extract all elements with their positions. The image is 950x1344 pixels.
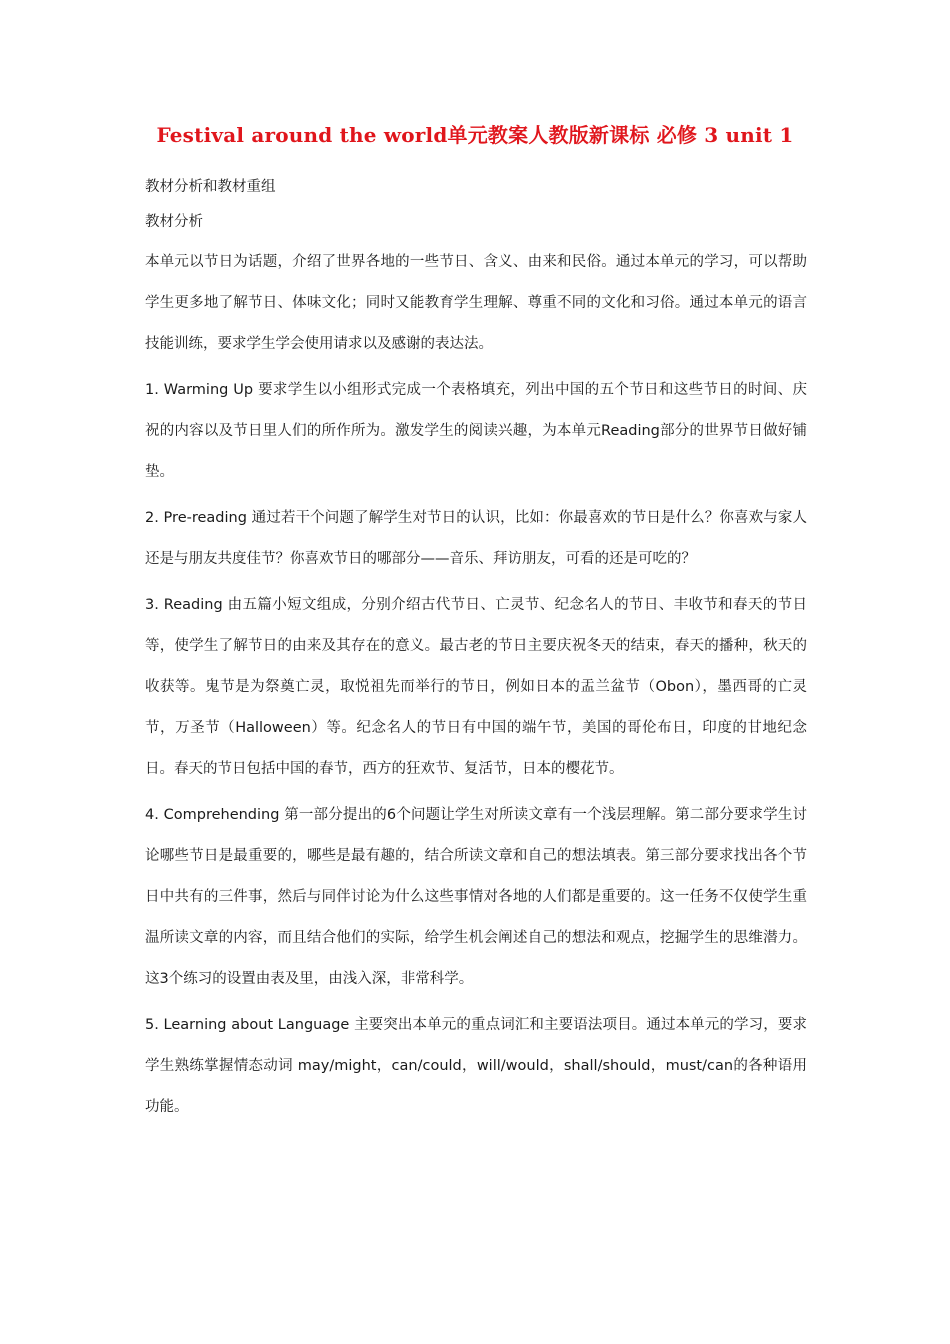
document-body bbox=[145, 172, 807, 1133]
paragraph-learning-language: 5. Learning about Language 主要突出本单元的重点词汇和主要语法项目。通过本单元的学习，要求学生熟练掌握情态动词 may/might，can/could，will/would，shall/should，must/can的各种语用功能。 bbox=[145, 1017, 807, 1115]
paragraph-warming-up: 1. Warming Up 要求学生以小组形式完成一个表格填充，列出中国的五个节日和这些节日的时间、庆祝的内容以及节日里人们的所作所为。激发学生的阅读兴趣，为本单元Reading部分的世界节日做好铺垫。 bbox=[145, 382, 807, 480]
paragraph-comprehending: 4. Comprehending 第一部分提出的6个问题让学生对所读文章有一个浅层理解。第二部分要求学生讨论哪些节日是最重要的，哪些是最有趣的，结合所读文章和自己的想法填表。第三部分要求找出各个节日中共有的三件事，然后与同伴讨论为什么这些事情对各地的人们都是重要的。这一任务不仅使学生重温所读文章的内容，而且结合他们的实际，给学生机会阐述自己的想法和观点，挖掘学生的思维潜力。这3个练习的设置由表及里，由浅入深，非常科学。 bbox=[145, 807, 807, 987]
paragraph-pre-reading: 2. Pre-reading 通过若干个问题了解学生对节日的认识，比如：你最喜欢的节日是什么？你喜欢与家人还是与朋友共度佳节？你喜欢节日的哪部分——音乐、拜访朋友，可看的还是可吃的？ bbox=[145, 510, 807, 567]
section-heading-overview: 教材分析和教材重组 bbox=[145, 179, 276, 195]
document-title: Festival around the world单元教案人教版新课标 必修 3 unit 1 bbox=[156, 123, 794, 147]
section-heading-analysis: 教材分析 bbox=[145, 214, 203, 230]
paragraph-reading: 3. Reading 由五篇小短文组成，分别介绍古代节日、亡灵节、纪念名人的节日、丰收节和春天的节日等，使学生了解节日的由来及其存在的意义。最古老的节日主要庆祝冬天的结束，春天的播种，秋天的收获等。鬼节是为祭奠亡灵，取悦祖先而举行的节日，例如日本的盂兰盆节（Obon），墨西哥的亡灵节，万圣节（Halloween）等。纪念名人的节日有中国的端午节，美国的哥伦布日，印度的甘地纪念日。春天的节日包括中国的春节，西方的狂欢节、复活节，日本的樱花节。 bbox=[145, 597, 807, 777]
paragraph-intro: 本单元以节日为话题，介绍了世界各地的一些节日、含义、由来和民俗。通过本单元的学习，可以帮助学生更多地了解节日、体味文化；同时又能教育学生理解、尊重不同的文化和习俗。通过本单元的语言技能训练，要求学生学会使用请求以及感谢的表达法。 bbox=[145, 254, 807, 352]
